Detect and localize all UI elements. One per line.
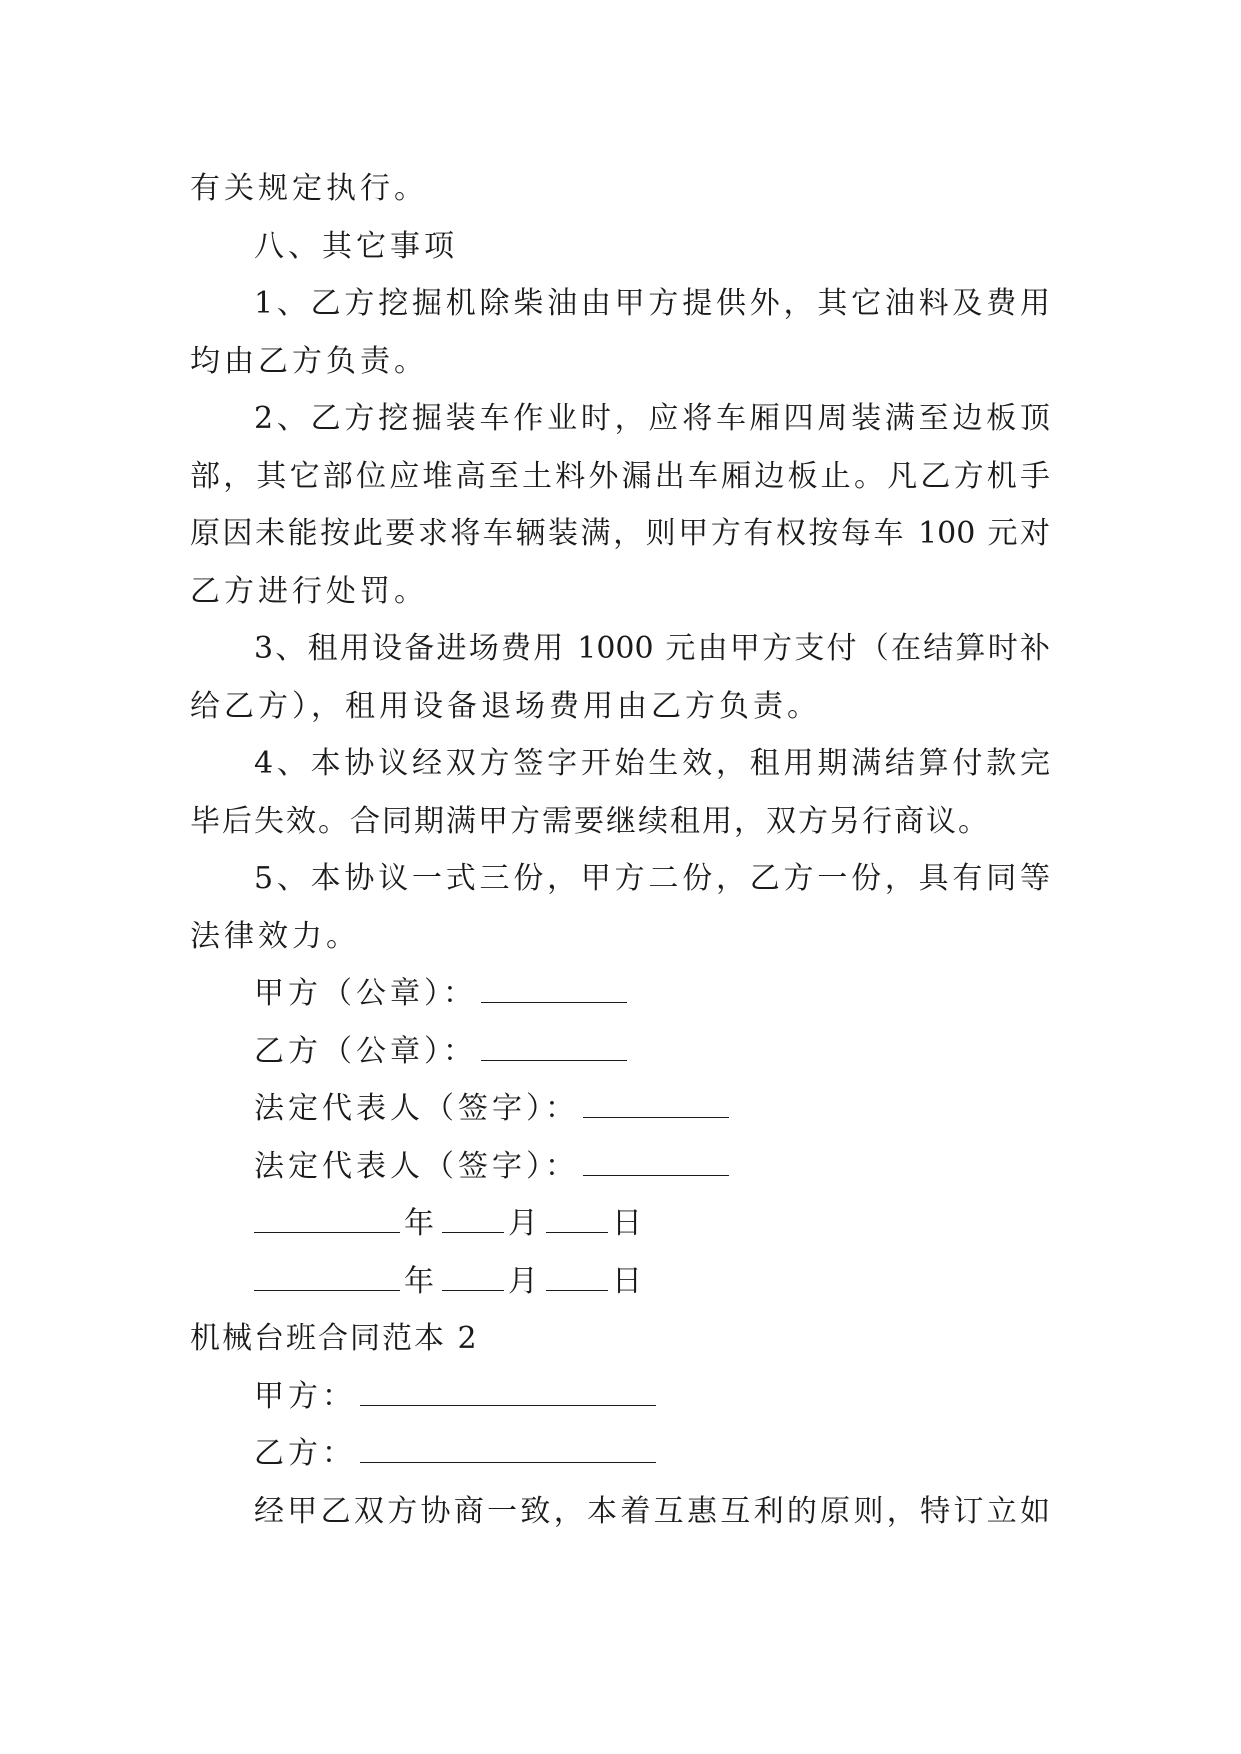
- text-line: 有关规定执行。: [190, 171, 428, 206]
- party-a-seal-blank[interactable]: [481, 972, 627, 1003]
- legal-rep-label-2: 法定代表人（签字）：: [254, 1148, 579, 1184]
- date-year-label-1: 年: [404, 1206, 438, 1241]
- party-b-seal-blank[interactable]: [481, 1030, 627, 1061]
- section-2-party-b-blank[interactable]: [360, 1432, 656, 1463]
- date-month-label-2: 月: [508, 1263, 542, 1299]
- section-2-party-a-blank[interactable]: [360, 1375, 656, 1406]
- document-body: [190, 160, 1050, 1540]
- party-a-seal-label: 甲方（公章）：: [254, 976, 477, 1011]
- legal-rep-blank-2[interactable]: [583, 1145, 729, 1176]
- section-2-title: 机械台班合同范本 2: [190, 1321, 479, 1356]
- text-line: 1、乙方挖掘机除柴油由甲方提供外，其它油料及费用: [254, 286, 1050, 321]
- date-month-blank-2[interactable]: [442, 1260, 504, 1291]
- text-line: 均由乙方负责。: [190, 343, 428, 379]
- section-2-party-a-label: 甲方：: [254, 1378, 356, 1414]
- text-line: 法律效力。: [190, 918, 360, 954]
- date-month-blank-1[interactable]: [442, 1202, 504, 1233]
- text-line: 乙方进行处罚。: [190, 573, 428, 609]
- legal-rep-row-2: [190, 1138, 1050, 1196]
- date-row-1: [190, 1195, 1050, 1253]
- text-line: 部，其它部位应堆高至土料外漏出车厢边板止。凡乙方机手: [190, 458, 1050, 494]
- text-line: 5、本协议一式三份，甲方二份，乙方一份，具有同等: [254, 861, 1050, 896]
- section-2-intro: 经甲乙双方协商一致，本着互惠互利的原则，特订立如: [254, 1493, 1050, 1529]
- date-row-2: [190, 1253, 1050, 1311]
- section-2-party-b-row: [190, 1425, 1050, 1483]
- party-a-seal-row: [190, 965, 1050, 1023]
- section-2-party-b-label: 乙方：: [254, 1436, 356, 1471]
- date-day-blank-2[interactable]: [546, 1260, 608, 1291]
- text-line: 2、乙方挖掘装车作业时，应将车厢四周装满至边板顶: [254, 401, 1050, 436]
- section-2-party-a-row: [190, 1368, 1050, 1426]
- text-line: 毕后失效。合同期满甲方需要继续租用，双方另行商议。: [190, 803, 990, 839]
- section-heading: 八、其它事项: [254, 228, 458, 264]
- date-month-label-1: 月: [508, 1206, 542, 1241]
- date-year-blank-2[interactable]: [254, 1260, 400, 1291]
- legal-rep-row-1: [190, 1080, 1050, 1138]
- party-b-seal-row: [190, 1023, 1050, 1081]
- text-line: 3、租用设备进场费用 1000 元由甲方支付（在结算时补: [254, 631, 1050, 666]
- text-line: 4、本协议经双方签字开始生效，租用期满结算付款完: [254, 746, 1050, 781]
- text-line: 给乙方），租用设备退场费用由乙方负责。: [190, 688, 821, 724]
- date-day-label-1: 日: [612, 1206, 646, 1241]
- party-b-seal-label: 乙方（公章）：: [254, 1033, 477, 1069]
- date-day-blank-1[interactable]: [546, 1202, 608, 1233]
- text-line: 原因未能按此要求将车辆装满，则甲方有权按每车 100 元对: [190, 516, 1050, 551]
- date-year-label-2: 年: [404, 1263, 438, 1299]
- legal-rep-label-1: 法定代表人（签字）：: [254, 1091, 579, 1126]
- date-year-blank-1[interactable]: [254, 1202, 400, 1233]
- date-day-label-2: 日: [612, 1263, 646, 1299]
- legal-rep-blank-1[interactable]: [583, 1087, 729, 1118]
